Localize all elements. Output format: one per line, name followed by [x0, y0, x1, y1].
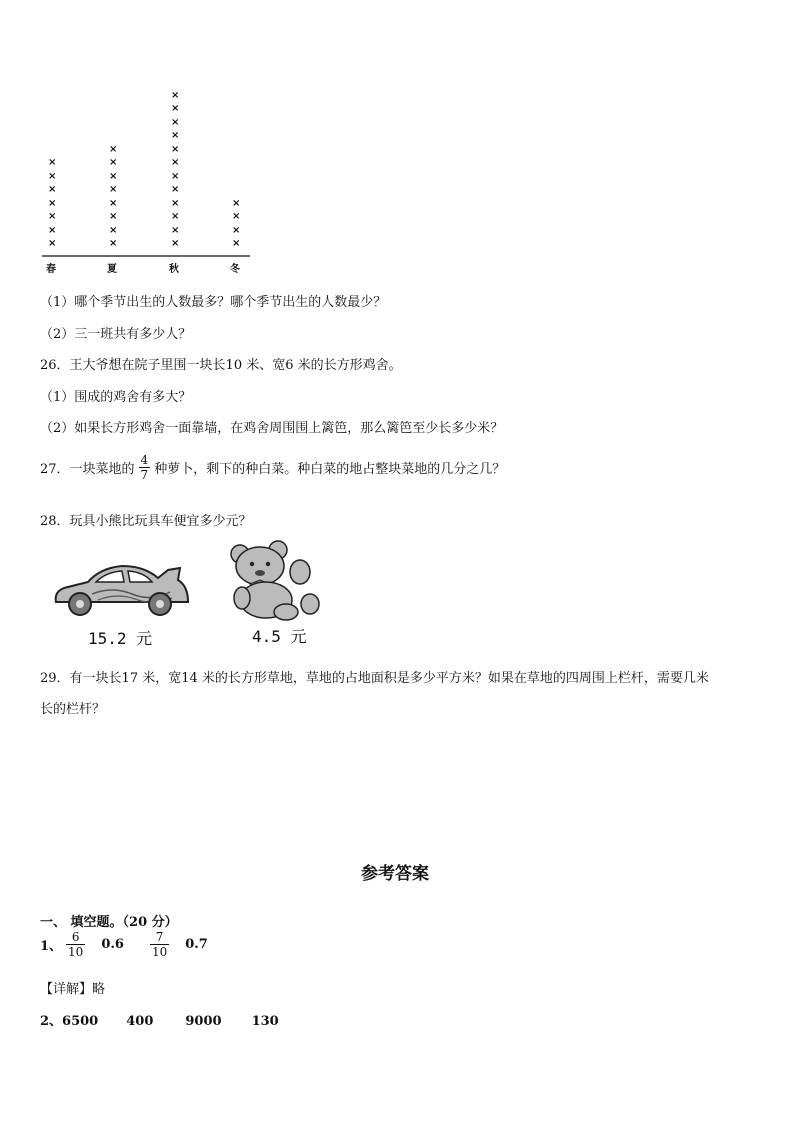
tally-mark: ×: [171, 143, 180, 155]
tally-mark: ×: [109, 170, 118, 182]
tally-chart: [40, 80, 260, 280]
bear-price-label: 4.5 元: [252, 627, 307, 646]
tally-mark: ×: [109, 224, 118, 236]
tally-mark: ×: [48, 170, 57, 182]
fraction-numerator: 7: [150, 930, 169, 945]
answer-2-value: 130: [251, 1014, 279, 1029]
answer-1-row: [40, 930, 208, 959]
tally-mark: ×: [171, 116, 180, 128]
fraction-denominator: 7: [140, 468, 149, 482]
tally-mark: ×: [109, 238, 118, 249]
answer-2-value: 9000: [185, 1014, 222, 1029]
fraction-numerator: 4: [140, 453, 149, 467]
answer-2-prefix: 2、: [40, 1014, 63, 1029]
question-26-part2: （2）如果长方形鸡舍一面靠墙，在鸡舍周围围上篱笆，那么篱笆至少长多少米？: [40, 421, 504, 436]
car-price-label: 15.2 元: [88, 629, 153, 648]
tally-mark: ×: [171, 157, 180, 168]
tally-mark: ×: [109, 197, 118, 209]
season-label: 秋: [169, 264, 179, 275]
tally-mark: ×: [232, 238, 241, 249]
tally-mark: ×: [109, 184, 118, 195]
question-25-part2: （2）三一班共有多少人？: [40, 327, 192, 342]
tally-mark: ×: [48, 197, 57, 209]
tally-mark: ×: [48, 211, 57, 222]
tally-mark: ×: [171, 130, 180, 141]
tally-mark: ×: [171, 103, 180, 114]
question-29-line1: 29．有一块长17 米，宽14 米的长方形草地，草地的占地面积是多少平方米？如果在草地的四周围上栏杆，需要几米: [40, 671, 709, 686]
question-26-part1: （1）围成的鸡舍有多大？: [40, 390, 192, 405]
season-label: 冬: [230, 264, 240, 275]
question-27-suffix: 种萝卜，剩下的种白菜。种白菜的地占整块菜地的几分之几？: [154, 462, 506, 477]
tally-mark: ×: [48, 184, 57, 195]
question-29-line2: 长的栏杆？: [40, 702, 106, 717]
fraction-denominator: 10: [151, 945, 168, 959]
tally-mark: ×: [232, 224, 241, 236]
answer-1-value-2: 0.7: [185, 937, 208, 952]
tally-mark: ×: [171, 170, 180, 182]
answer-2-row: [40, 1010, 279, 1029]
answer-1-value-1: 0.6: [101, 937, 124, 952]
teddy-bear-image: [228, 540, 324, 622]
answer-1-fraction-1: [66, 930, 85, 959]
season-label: 夏: [107, 264, 117, 275]
tally-mark: ×: [48, 157, 57, 168]
answers-title: 参考答案: [361, 864, 429, 884]
question-27-fraction: [139, 453, 151, 482]
tally-mark: ×: [109, 211, 118, 222]
answer-1-prefix: 1、: [40, 939, 63, 954]
question-26: 26．王大爷想在院子里围一块长10 米、宽6 米的长方形鸡舍。: [40, 358, 402, 373]
tally-mark: ×: [171, 238, 180, 249]
tally-mark: ×: [171, 224, 180, 236]
tally-chart-axis: [40, 80, 260, 280]
toy-car-image: [52, 558, 192, 622]
season-label: 春: [46, 264, 56, 275]
answer-2-value: 400: [126, 1014, 154, 1029]
tally-mark: ×: [171, 184, 180, 195]
tally-mark: ×: [109, 157, 118, 168]
answer-1-fraction-2: [150, 930, 169, 959]
question-25-part1: （1）哪个季节出生的人数最多？哪个季节出生的人数最少？: [40, 295, 387, 310]
fraction-numerator: 6: [66, 930, 85, 945]
question-27-prefix: 27．一块菜地的: [40, 462, 135, 477]
answer-1-detail: 【详解】略: [40, 982, 106, 997]
tally-mark: ×: [232, 211, 241, 222]
question-27: [40, 453, 505, 482]
answers-section-1: 一、 填空题。（20 分）: [40, 915, 178, 930]
tally-mark: ×: [48, 224, 57, 236]
answer-2-value: 6500: [62, 1014, 99, 1029]
tally-mark: ×: [232, 197, 241, 209]
tally-mark: ×: [48, 238, 57, 249]
question-28: 28．玩具小熊比玩具车便宜多少元？: [40, 514, 252, 529]
tally-mark: ×: [171, 211, 180, 222]
fraction-denominator: 10: [68, 945, 84, 959]
tally-mark: ×: [171, 89, 180, 101]
tally-mark: ×: [109, 143, 118, 155]
tally-mark: ×: [171, 197, 180, 209]
